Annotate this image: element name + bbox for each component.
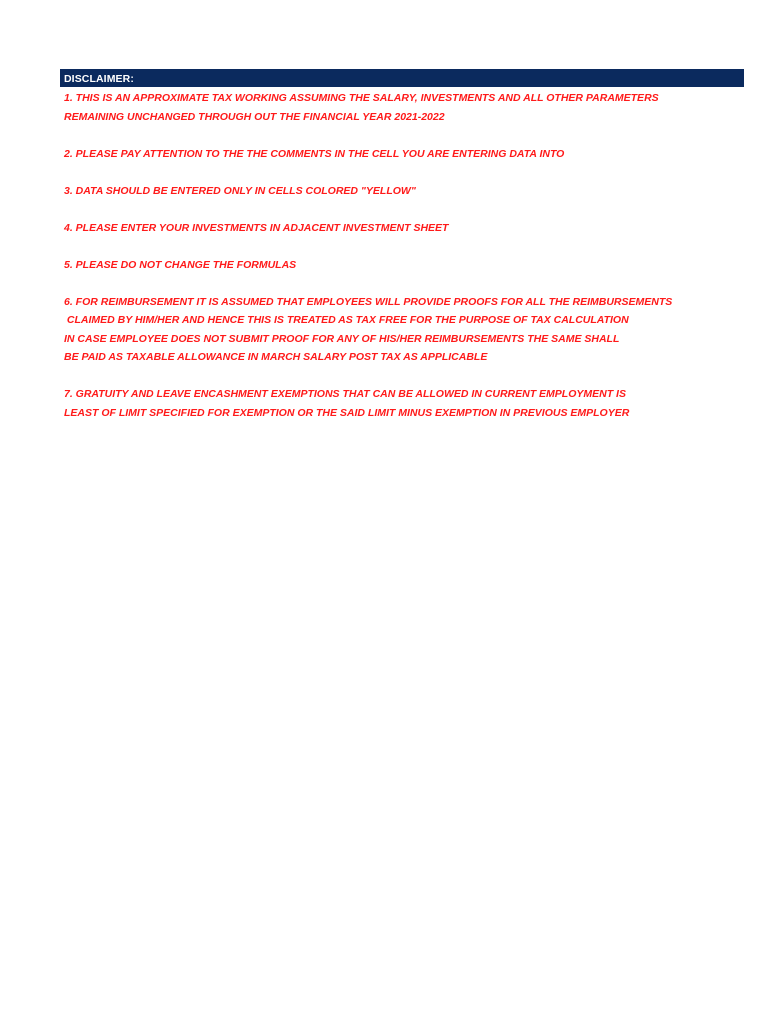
disclaimer-point-1: [64, 89, 744, 126]
disclaimer-point-5: [64, 256, 744, 275]
disclaimer-point-4: [64, 219, 744, 238]
disclaimer-title: DISCLAIMER:: [64, 73, 134, 85]
point-line: IN CASE EMPLOYEE DOES NOT SUBMIT PROOF FOR ANY OF HIS/HER REIMBURSEMENTS THE SAME SHALL: [64, 332, 620, 345]
point-line: 1. THIS IS AN APPROXIMATE TAX WORKING ASSUMING THE SALARY, INVESTMENTS AND ALL OTHER PARAMETERS: [64, 92, 659, 104]
point-line: BE PAID AS TAXABLE ALLOWANCE IN MARCH SALARY POST TAX AS APPLICABLE: [64, 351, 488, 363]
disclaimer-point-7: [64, 385, 744, 422]
point-line: 5. PLEASE DO NOT CHANGE THE FORMULAS: [64, 258, 297, 271]
point-line: CLAIMED BY HIM/HER AND HENCE THIS IS TREATED AS TAX FREE FOR THE PURPOSE OF TAX CALCULATION: [64, 314, 629, 326]
point-line: 2. PLEASE PAY ATTENTION TO THE THE COMMENTS IN THE CELL YOU ARE ENTERING DATA INTO: [64, 147, 565, 160]
point-line: LEAST OF LIMIT SPECIFIED FOR EXEMPTION OR THE SAID LIMIT MINUS EXEMPTION IN PREVIOUS EMPLOYER: [64, 406, 630, 419]
disclaimer-point-2: [64, 145, 744, 164]
point-line: REMAINING UNCHANGED THROUGH OUT THE FINANCIAL YEAR 2021-2022: [64, 110, 445, 123]
point-line: 6. FOR REIMBURSEMENT IT IS ASSUMED THAT EMPLOYEES WILL PROVIDE PROOFS FOR ALL THE REIMBURSEMENTS: [64, 295, 673, 308]
disclaimer-points: [64, 89, 744, 441]
point-line: 7. GRATUITY AND LEAVE ENCASHMENT EXEMPTIONS THAT CAN BE ALLOWED IN CURRENT EMPLOYMENT IS: [64, 388, 626, 400]
disclaimer-point-3: [64, 182, 744, 201]
point-line: 4. PLEASE ENTER YOUR INVESTMENTS IN ADJACENT INVESTMENT SHEET: [64, 221, 449, 234]
disclaimer-point-6: [64, 293, 744, 367]
disclaimer-header: [60, 69, 744, 87]
point-line: 3. DATA SHOULD BE ENTERED ONLY IN CELLS COLORED "YELLOW": [64, 184, 416, 197]
